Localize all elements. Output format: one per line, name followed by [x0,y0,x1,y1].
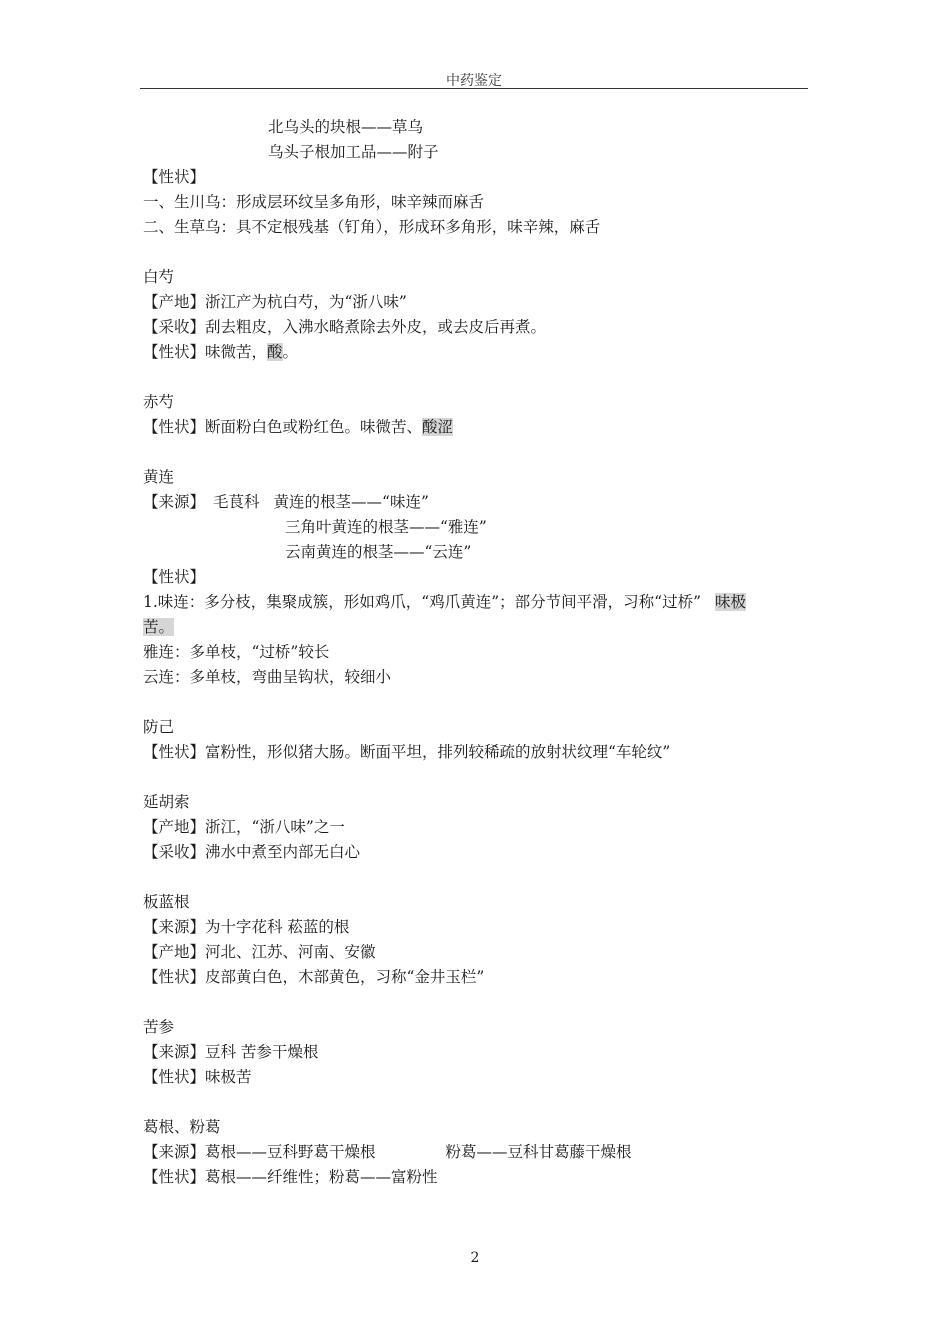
text-line: 乌头子根加工品——附子 [268,143,439,161]
text-line [143,415,453,440]
text-segment: 黄连的根茎——“味连” [273,493,429,511]
entry-title: 板蓝根 [143,893,190,911]
text-segment: 【性状】断面粉白色或粉红色。味微苦、 [143,418,423,436]
text-line: 一、生川乌：形成层环纹呈多角形，味辛辣而麻舌 [143,193,485,211]
text-line [143,615,174,640]
text-line: 【产地】浙江产为杭白芍，为“浙八味” [143,293,407,311]
text-line: 【产地】浙江，“浙八味”之一 [143,818,345,836]
text-line: 【性状】味极苦 [143,1068,252,1086]
highlighted-text: 酸 [267,343,283,361]
entry-title: 赤芍 [143,393,175,411]
page-header: 中药鉴定 [446,73,502,89]
entry-title: 防己 [143,718,175,736]
text-line: 【来源】为十字花科 菘蓝的根 [143,918,350,936]
text-segment: 1.味连：多分枝，集聚成簇，形如鸡爪，“鸡爪黄连”；部分节间平滑，习称“过桥” [143,593,701,611]
text-segment: 【来源】葛根——豆科野葛干燥根 [143,1143,376,1161]
entry-title: 黄连 [143,468,175,486]
text-line: 【来源】豆科 苦参干燥根 [143,1043,319,1061]
text-line: 【采收】沸水中煮至内部无白心 [143,843,361,861]
text-line [143,340,298,365]
text-line [143,490,429,515]
text-line: 【采收】刮去粗皮，入沸水略煮除去外皮，或去皮后再煮。 [143,318,547,336]
page-number: 2 [470,1250,480,1266]
text-line: 云连：多单枝，弯曲呈钩状，较细小 [143,668,392,686]
highlighted-text: 味极 [715,593,747,611]
header-rule [140,88,808,89]
section-label: 【性状】 [143,568,206,586]
text-line: 二、生草乌：具不定根残基（钉角），形成环多角形，味辛辣，麻舌 [143,218,601,236]
entry-title: 葛根、粉葛 [143,1118,221,1136]
text-segment: 【来源】 [143,493,206,511]
text-line: 云南黄连的根茎——“云连” [285,543,472,561]
section-label: 【性状】 [143,168,206,186]
text-segment: 【性状】味微苦， [143,343,268,361]
entry-title: 白芍 [143,268,175,286]
text-segment: 粉葛——豆科甘葛藤干燥根 [445,1143,632,1161]
text-line: 【性状】富粉性，形似猪大肠。断面平坦，排列较稀疏的放射状纹理“车轮纹” [143,743,671,761]
text-line: 北乌头的块根——草乌 [268,118,424,136]
text-line: 【性状】葛根——纤维性；粉葛——富粉性 [143,1168,438,1186]
text-line [143,590,746,615]
text-line: 【产地】河北、江苏、河南、安徽 [143,943,376,961]
highlighted-text: 苦。 [143,618,175,636]
text-segment: 毛茛科 [213,493,260,511]
text-line: 三角叶黄连的根茎——“雅连” [285,518,487,536]
text-segment: 。 [282,343,299,361]
text-line: 【性状】皮部黄白色，木部黄色，习称“金井玉栏” [143,968,485,986]
highlighted-text: 酸涩 [422,418,454,436]
text-line [143,1140,632,1165]
entry-title: 苦参 [143,1018,175,1036]
text-line: 雅连：多单枝，“过桥”较长 [143,643,330,661]
entry-title: 延胡索 [143,793,190,811]
